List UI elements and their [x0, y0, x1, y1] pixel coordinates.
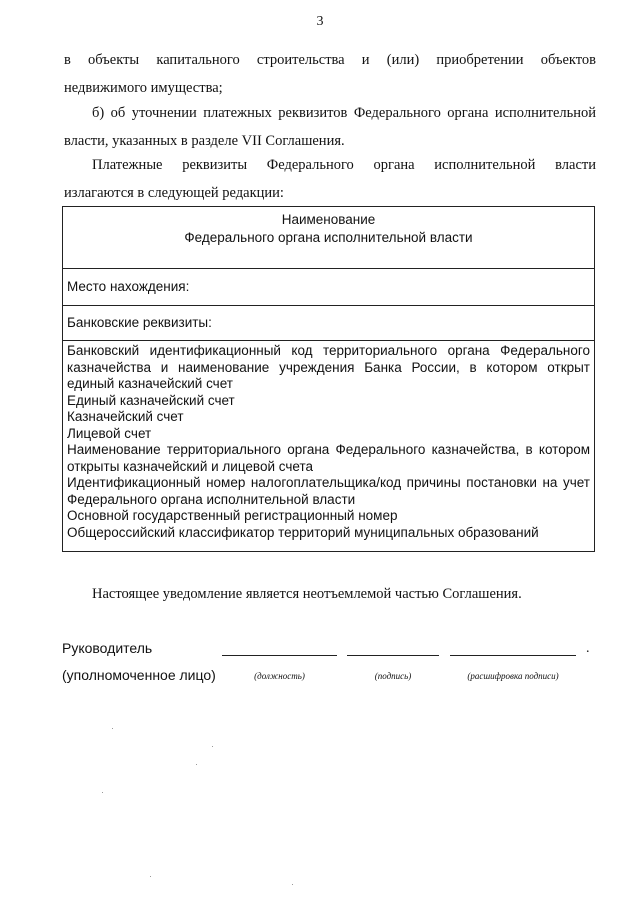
signature-line — [347, 655, 439, 656]
name-decoding-caption: (расшифровка подписи) — [467, 671, 559, 681]
closing-statement: Настоящее уведомление является неотъемлемой частью Соглашения. — [92, 586, 522, 602]
paragraph-line: б) об уточнении платежных реквизитов Федерального органа исполнительной — [92, 105, 596, 121]
table-row — [63, 207, 595, 269]
scan-speck — [102, 792, 103, 793]
paragraph-line: Платежные реквизиты Федерального органа исполнительной власти — [92, 157, 596, 173]
details-line: Наименование территориального органа Федерального казначейства, в котором — [67, 442, 590, 457]
details-line: Банковский идентификационный код территориального органа Федерального — [67, 343, 590, 358]
payment-details-table — [62, 206, 595, 552]
paragraph-line: недвижимого имущества; — [64, 80, 223, 96]
position-caption: (должность) — [254, 671, 305, 681]
header-line: Наименование — [281, 212, 376, 227]
details-line: Лицевой счет — [67, 425, 152, 441]
position-signature-line — [222, 655, 337, 656]
name-decoding-line — [450, 655, 576, 656]
scan-speck — [112, 728, 113, 729]
scan-speck — [212, 746, 213, 747]
details-line: Общероссийский классификатор территорий муниципальных образований — [67, 524, 539, 540]
page-number: 3 — [316, 14, 324, 29]
bank-details-cell: Банковские реквизиты: — [63, 306, 595, 341]
paragraph-line: излагаются в следующей редакции: — [64, 185, 284, 201]
header-line: Федерального органа исполнительной власти — [184, 230, 473, 245]
details-line: открыты казначейский и лицевой счета — [67, 458, 313, 474]
signature-caption: (подпись) — [374, 671, 412, 681]
paragraph-line: в объекты капитального строительства и (или) приобретении объектов — [64, 52, 596, 68]
paragraph-line: власти, указанных в разделе VII Соглашения. — [64, 133, 345, 149]
details-line: Единый казначейский счет — [67, 392, 235, 408]
details-list-cell — [63, 341, 595, 552]
details-line: единый казначейский счет — [67, 376, 233, 391]
signature-role-label: Руководитель — [62, 640, 153, 656]
signature-authorized-label: (уполномоченное лицо) — [62, 667, 216, 683]
details-line: Казначейский счет — [67, 409, 184, 424]
details-line: Федерального органа исполнительной власти — [67, 491, 356, 507]
authority-name-header — [63, 207, 595, 269]
details-line: Идентификационный номер налогоплательщика/код причины постановки на учет — [67, 475, 590, 490]
table-row — [63, 341, 595, 552]
paragraph-investment-objects — [64, 46, 596, 102]
signature-trailing-dot: . — [586, 641, 590, 656]
paragraph-new-wording — [64, 151, 596, 207]
scan-speck — [292, 884, 293, 885]
table-row — [63, 306, 595, 341]
location-cell: Место нахождения: — [63, 269, 595, 306]
paragraph-payment-details-update — [64, 99, 596, 155]
table-row — [63, 269, 595, 306]
scan-speck — [196, 764, 197, 765]
details-line: казначейства и наименование учреждения Банка России, в котором открыт — [67, 359, 590, 375]
details-line: Основной государственный регистрационный номер — [67, 508, 398, 523]
scan-speck — [150, 876, 151, 877]
